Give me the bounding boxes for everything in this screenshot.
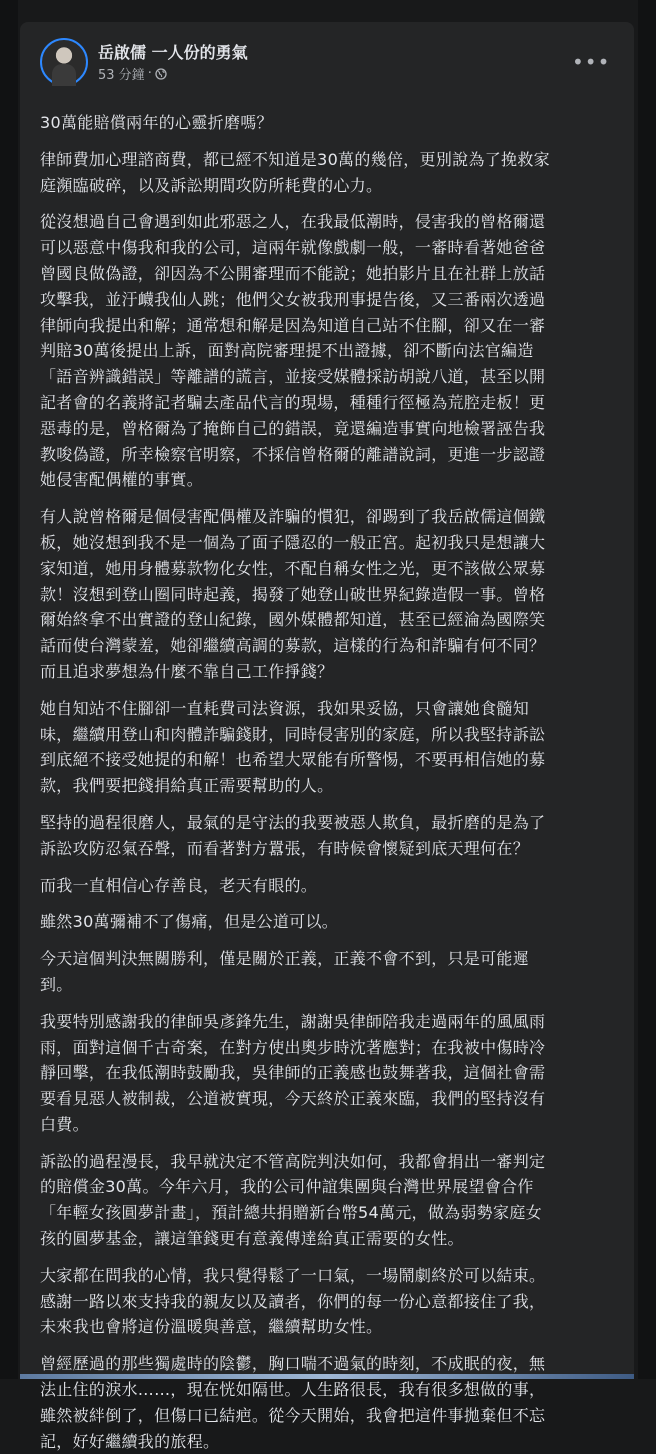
post-paragraph: 曾經歷過的那些獨處時的陰鬱，胸口喘不過氣的時刻，不成眠的夜，無 法止住的淚水……，現在恍如隔世。人生路很長，我有很多想做的事， 雖然被絆倒了，但傷口已結疤。從今天開始，我會把這件事拋棄但不忘 記，好好繼續我的旅程。 [40,1354,546,1451]
page-margin-right [638,0,656,1379]
post-paragraph: 大家都在問我的心情，我只覺得鬆了一口氣，一場鬧劇終於可以結束。 感謝一路以來支持我的親友以及讀者，你們的每一份心意都接住了我， 未來我也會將這份溫暖與善意，繼續幫助女性。 [40,1265,546,1337]
post-paragraph: 今天這個判決無關勝利，僅是關於正義，正義不會不到，只是可能遲 到。 [40,949,530,994]
post-card [20,22,634,1451]
globe-icon[interactable] [155,68,167,80]
meta-separator: · [147,66,152,81]
post-image-edge[interactable] [20,1374,634,1379]
post-paragraph: 而我一直相信心存善良，老天有眼的。 [40,875,318,895]
post-timestamp[interactable]: 53 分鐘 [98,68,145,83]
post-header [40,38,622,92]
post-paragraph: 她自知站不住腳卻一直耗費司法資源，我如果妥協，只會讓她食髓知 味，繼續用登山和肉體詐騙錢財，同時侵害別的家庭，所以我堅持訴訟 到底絕不接受她提的和解！也希望大眾能有所警惕，不要再相信她的募 款，我們要把錢捐給真正需要幫助的人。 [40,698,546,796]
post-paragraph: 有人說曾格爾是個侵害配偶權及詐騙的慣犯，卻踢到了我岳啟儒這個鐵 板，她沒想到我不是一個為了面子隱忍的一般正宮。起初我只是想讓大 家知道，她用身體募款物化女性，不配自稱女性之光，更不該做公眾募 款！沒想到登山圈同時起義，揭發了她登山破世界紀錄造假一事。曾格 爾始終拿不出實證的登山紀錄，國外媒體都知道，甚至已經淪為國際笑 話而使台灣蒙羞，她卻繼續高調的募款，這樣的行為和詐騙有何不同？ 而且追求夢想為什麼不靠自己工作掙錢？ [40,507,546,681]
post-meta [98,64,167,83]
page-margin-left [0,0,18,1379]
post-paragraph: 律師費加心理諮商費，都已經不知道是30萬的幾倍，更別說為了挽救家 庭瀕臨破碎，以及訴訟期間攻防所耗費的心力。 [40,149,550,195]
post-paragraph: 我要特別感謝我的律師吳彥鋒先生，謝謝吳律師陪我走過兩年的風風雨 雨，面對這個千古奇案，在對方使出奧步時沈著應對；在我被中傷時冷 靜回擊，在我低潮時鼓勵我，吳律師的正義感也鼓舞著我，這個社會需 要看見惡人被制裁，公道被實現，今天終於正義來臨，我們的堅持沒有 白費。 [40,1011,546,1134]
post-paragraph: 30萬能賠償兩年的心靈折磨嗎？ [40,113,273,132]
post-content [40,110,622,1454]
post-paragraph: 堅持的過程很磨人，最氣的是守法的我要被惡人欺負，最折磨的是為了 訴訟攻防忍氣吞聲，而看著對方囂張，有時候會懷疑到底天理何在？ [40,812,546,858]
author-name[interactable]: 岳啟儒 一人份的勇氣 [98,43,248,62]
post-paragraph: 訴訟的過程漫長，我早就決定不管高院判決如何，我都會捐出一審判定 的賠償金30萬。今年六月，我的公司仲誼集團與台灣世界展望會合作 「年輕女孩圓夢計畫」，預計總共捐贈新台幣54萬元，做為弱勢家庭女 孩的圓夢基金，讓這筆錢更有意義傳達給真正需要的女性。 [40,1151,546,1249]
avatar[interactable] [40,38,88,86]
more-options-button[interactable]: ••• [572,50,611,74]
post-paragraph: 雖然30萬彌補不了傷痛，但是公道可以。 [40,912,339,932]
post-paragraph: 從沒想過自己會遇到如此邪惡之人，在我最低潮時，侵害我的曾格爾還 可以惡意中傷我和我的公司，這兩年就像戲劇一般，一審時看著她爸爸 曾國良做偽證，卻因為不公開審理而不能說；她拍影片且在社群上放話 攻擊我，並汙衊我仙人跳；他們父女被我刑事提告後，又三番兩次透過 律師向我提出和解；通常想和解是因為知道自己站不住腳，卻又在一審 判賠30萬後提出上訴，面對高院審理提不出證據，卻不斷向法官編造 「語音辨識錯誤」等離譜的謊言，並接受媒體採訪胡說八道，甚至以開 記者會的名義將記者騙去產品代言的現場，種種行徑極為荒腔走板！更 惡毒的是，曾格爾為了掩飾自己的錯誤，竟還編造事實向地檢署誣告我 教唆偽證，所幸檢察官明察，不採信曾格爾的離譜說詞，更進一步認證 她侵害配偶權的事實。 [40,212,546,490]
